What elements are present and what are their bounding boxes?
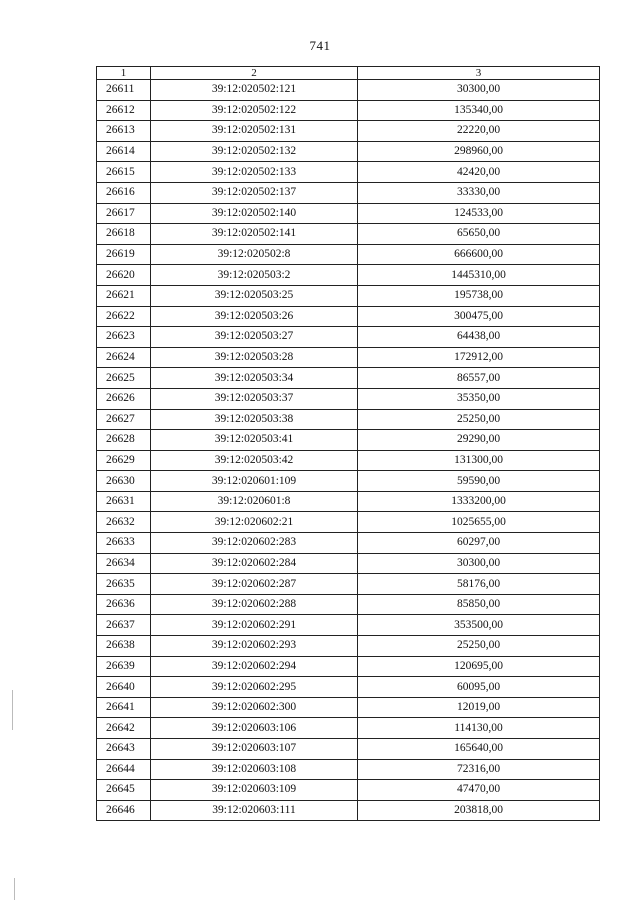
row-number-cell: 26622 (97, 306, 151, 327)
value-cell: 60095,00 (358, 677, 600, 698)
value-cell: 300475,00 (358, 306, 600, 327)
value-cell: 72316,00 (358, 759, 600, 780)
cadastral-number-cell: 39:12:020503:2 (151, 265, 358, 286)
value-cell: 25250,00 (358, 409, 600, 430)
cadastral-number-cell: 39:12:020602:283 (151, 533, 358, 554)
table-row (97, 450, 600, 471)
cadastral-number-cell: 39:12:020601:8 (151, 491, 358, 512)
value-cell: 1445310,00 (358, 265, 600, 286)
table-header-row (97, 67, 600, 80)
table-row (97, 533, 600, 554)
row-number-cell: 26630 (97, 471, 151, 492)
row-number-cell: 26645 (97, 780, 151, 801)
table-row (97, 141, 600, 162)
value-cell: 64438,00 (358, 327, 600, 348)
value-cell: 131300,00 (358, 450, 600, 471)
table-row (97, 656, 600, 677)
cadastral-number-cell: 39:12:020502:140 (151, 203, 358, 224)
cadastral-number-cell: 39:12:020503:28 (151, 347, 358, 368)
value-cell: 42420,00 (358, 162, 600, 183)
cadastral-number-cell: 39:12:020502:137 (151, 182, 358, 203)
cadastral-number-cell: 39:12:020502:131 (151, 121, 358, 142)
column-header: 2 (151, 67, 358, 80)
cadastral-number-cell: 39:12:020503:25 (151, 285, 358, 306)
cadastral-number-cell: 39:12:020503:38 (151, 409, 358, 430)
row-number-cell: 26619 (97, 244, 151, 265)
cadastral-number-cell: 39:12:020502:121 (151, 80, 358, 101)
cadastral-number-cell: 39:12:020603:106 (151, 718, 358, 739)
cadastral-number-cell: 39:12:020602:291 (151, 615, 358, 636)
value-cell: 30300,00 (358, 553, 600, 574)
cadastral-number-cell: 39:12:020502:132 (151, 141, 358, 162)
table-row (97, 697, 600, 718)
row-number-cell: 26618 (97, 224, 151, 245)
cadastral-number-cell: 39:12:020503:34 (151, 368, 358, 389)
table-row (97, 162, 600, 183)
column-header: 1 (97, 67, 151, 80)
table-row (97, 594, 600, 615)
value-cell: 1025655,00 (358, 512, 600, 533)
table-row (97, 512, 600, 533)
cadastral-number-cell: 39:12:020602:284 (151, 553, 358, 574)
value-cell: 114130,00 (358, 718, 600, 739)
row-number-cell: 26623 (97, 327, 151, 348)
table-row (97, 553, 600, 574)
value-cell: 25250,00 (358, 636, 600, 657)
value-cell: 33330,00 (358, 182, 600, 203)
table-row (97, 265, 600, 286)
row-number-cell: 26644 (97, 759, 151, 780)
row-number-cell: 26620 (97, 265, 151, 286)
row-number-cell: 26625 (97, 368, 151, 389)
table-row (97, 285, 600, 306)
table-row (97, 615, 600, 636)
cadastral-number-cell: 39:12:020503:37 (151, 388, 358, 409)
row-number-cell: 26612 (97, 100, 151, 121)
cadastral-value-table (96, 66, 600, 821)
cadastral-number-cell: 39:12:020602:300 (151, 697, 358, 718)
cadastral-number-cell: 39:12:020601:109 (151, 471, 358, 492)
table-row (97, 244, 600, 265)
row-number-cell: 26646 (97, 800, 151, 821)
cadastral-number-cell: 39:12:020502:8 (151, 244, 358, 265)
value-cell: 195738,00 (358, 285, 600, 306)
value-cell: 59590,00 (358, 471, 600, 492)
cadastral-number-cell: 39:12:020603:107 (151, 739, 358, 760)
table-row (97, 574, 600, 595)
row-number-cell: 26642 (97, 718, 151, 739)
row-number-cell: 26626 (97, 388, 151, 409)
value-cell: 1333200,00 (358, 491, 600, 512)
row-number-cell: 26631 (97, 491, 151, 512)
cadastral-number-cell: 39:12:020502:133 (151, 162, 358, 183)
table-row (97, 203, 600, 224)
row-number-cell: 26638 (97, 636, 151, 657)
row-number-cell: 26634 (97, 553, 151, 574)
table-row (97, 388, 600, 409)
value-cell: 60297,00 (358, 533, 600, 554)
value-cell: 120695,00 (358, 656, 600, 677)
cadastral-number-cell: 39:12:020503:42 (151, 450, 358, 471)
row-number-cell: 26624 (97, 347, 151, 368)
row-number-cell: 26616 (97, 182, 151, 203)
cadastral-number-cell: 39:12:020602:21 (151, 512, 358, 533)
row-number-cell: 26639 (97, 656, 151, 677)
cadastral-number-cell: 39:12:020603:108 (151, 759, 358, 780)
row-number-cell: 26611 (97, 80, 151, 101)
value-cell: 85850,00 (358, 594, 600, 615)
value-cell: 172912,00 (358, 347, 600, 368)
row-number-cell: 26613 (97, 121, 151, 142)
row-number-cell: 26628 (97, 430, 151, 451)
value-cell: 135340,00 (358, 100, 600, 121)
table-row (97, 347, 600, 368)
value-cell: 65650,00 (358, 224, 600, 245)
cadastral-number-cell: 39:12:020503:27 (151, 327, 358, 348)
page-number: 741 (309, 38, 331, 53)
cadastral-number-cell: 39:12:020503:41 (151, 430, 358, 451)
table-row (97, 224, 600, 245)
cadastral-number-cell: 39:12:020602:294 (151, 656, 358, 677)
row-number-cell: 26632 (97, 512, 151, 533)
cadastral-number-cell: 39:12:020603:109 (151, 780, 358, 801)
table-row (97, 739, 600, 760)
table-row (97, 182, 600, 203)
cadastral-number-cell: 39:12:020502:122 (151, 100, 358, 121)
value-cell: 22220,00 (358, 121, 600, 142)
cadastral-number-cell: 39:12:020503:26 (151, 306, 358, 327)
value-cell: 165640,00 (358, 739, 600, 760)
row-number-cell: 26627 (97, 409, 151, 430)
table-row (97, 121, 600, 142)
row-number-cell: 26617 (97, 203, 151, 224)
table-row (97, 800, 600, 821)
cadastral-number-cell: 39:12:020502:141 (151, 224, 358, 245)
cadastral-number-cell: 39:12:020602:288 (151, 594, 358, 615)
table-row (97, 368, 600, 389)
row-number-cell: 26643 (97, 739, 151, 760)
table-row (97, 80, 600, 101)
value-cell: 58176,00 (358, 574, 600, 595)
row-number-cell: 26635 (97, 574, 151, 595)
value-cell: 30300,00 (358, 80, 600, 101)
table-row (97, 636, 600, 657)
value-cell: 12019,00 (358, 697, 600, 718)
row-number-cell: 26633 (97, 533, 151, 554)
table-body (97, 80, 600, 821)
row-number-cell: 26636 (97, 594, 151, 615)
column-header: 3 (358, 67, 600, 80)
row-number-cell: 26637 (97, 615, 151, 636)
table-row (97, 327, 600, 348)
table-row (97, 430, 600, 451)
value-cell: 86557,00 (358, 368, 600, 389)
scan-margin-mark (14, 878, 15, 900)
value-cell: 35350,00 (358, 388, 600, 409)
cadastral-number-cell: 39:12:020603:111 (151, 800, 358, 821)
table-row (97, 306, 600, 327)
table-row (97, 718, 600, 739)
cadastral-number-cell: 39:12:020602:287 (151, 574, 358, 595)
table-row (97, 100, 600, 121)
table-row (97, 409, 600, 430)
row-number-cell: 26615 (97, 162, 151, 183)
value-cell: 666600,00 (358, 244, 600, 265)
table-row (97, 677, 600, 698)
table-row (97, 759, 600, 780)
value-cell: 203818,00 (358, 800, 600, 821)
row-number-cell: 26621 (97, 285, 151, 306)
value-cell: 47470,00 (358, 780, 600, 801)
table-row (97, 491, 600, 512)
row-number-cell: 26629 (97, 450, 151, 471)
table-row (97, 471, 600, 492)
row-number-cell: 26614 (97, 141, 151, 162)
scan-margin-mark (12, 690, 13, 730)
row-number-cell: 26640 (97, 677, 151, 698)
cadastral-number-cell: 39:12:020602:293 (151, 636, 358, 657)
value-cell: 353500,00 (358, 615, 600, 636)
value-cell: 298960,00 (358, 141, 600, 162)
table-row (97, 780, 600, 801)
value-cell: 29290,00 (358, 430, 600, 451)
value-cell: 124533,00 (358, 203, 600, 224)
row-number-cell: 26641 (97, 697, 151, 718)
cadastral-number-cell: 39:12:020602:295 (151, 677, 358, 698)
